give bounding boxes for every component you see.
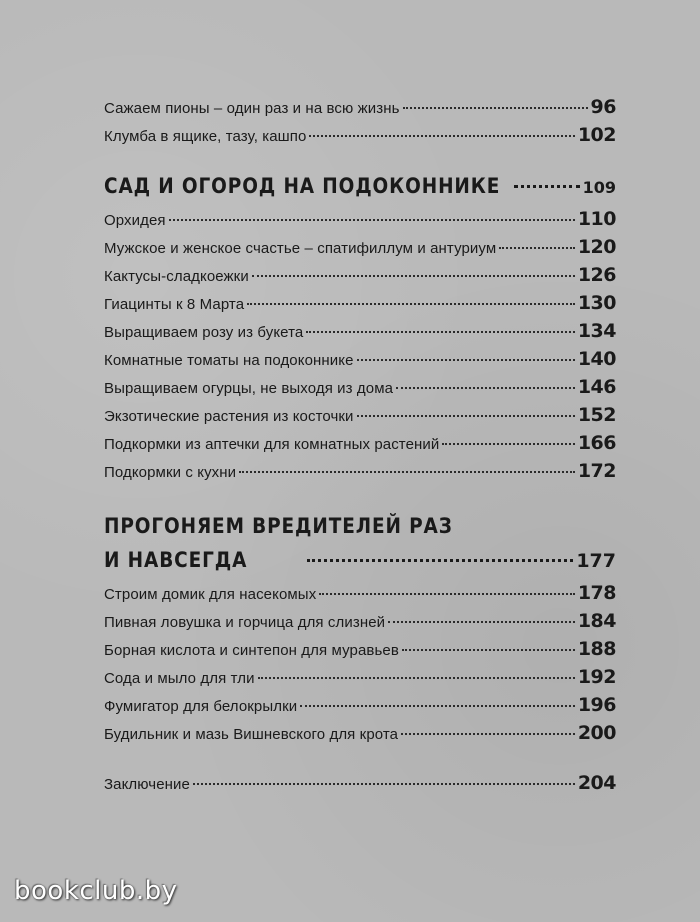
- entry-title: Мужское и женское счастье – спатифиллум и антуриум: [104, 240, 497, 257]
- toc-entry: [104, 376, 616, 404]
- entry-title: Кактусы-сладкоежки: [104, 268, 249, 285]
- entry-page-number: 200: [577, 722, 616, 744]
- entry-title: Борная кислота и синтепон для муравьев: [104, 642, 399, 659]
- toc-entry: [104, 694, 616, 722]
- toc-entry: [104, 666, 616, 694]
- entry-page-number: 126: [577, 264, 616, 286]
- leader-dots: [388, 620, 575, 623]
- toc-entry: [104, 96, 616, 124]
- entry-title: Клумба в ящике, тазу, кашпо: [104, 128, 307, 145]
- toc-entry: [104, 404, 616, 432]
- toc-entry: [104, 236, 616, 264]
- leader-dots: [403, 106, 588, 109]
- entry-title: Орхидея: [104, 212, 166, 229]
- entry-title: Комнатные томаты на подоконнике: [104, 352, 354, 369]
- entry-title: Пивная ловушка и горчица для слизней: [104, 614, 386, 631]
- leader-dots: [252, 274, 575, 277]
- leader-dots: [319, 592, 575, 595]
- entry-title: Фумигатор для белокрылки: [104, 698, 298, 715]
- leader-dots: [300, 704, 575, 707]
- toc-group-1: [104, 96, 616, 152]
- entry-page-number: 146: [577, 376, 616, 398]
- leader-dots: [442, 442, 574, 445]
- toc-entry: [104, 610, 616, 638]
- entry-page-number: 102: [577, 124, 616, 146]
- section-title-line1: ПРОГОНЯЕМ ВРЕДИТЕЛЕЙ РАЗ: [104, 514, 453, 538]
- entry-title: Гиацинты к 8 Марта: [104, 296, 245, 313]
- entry-page-number: 172: [577, 460, 616, 482]
- section-heading-pests-line1: [104, 514, 616, 548]
- entry-title: Заключение: [104, 776, 190, 793]
- entry-page-number: 130: [577, 292, 616, 314]
- toc-entry: [104, 638, 616, 666]
- table-of-contents: [104, 96, 616, 800]
- leader-dots: [307, 558, 574, 562]
- entry-page-number: 188: [577, 638, 616, 660]
- entry-page-number: 110: [577, 208, 616, 230]
- entry-title: Строим домик для насекомых: [104, 586, 317, 603]
- toc-entry: [104, 582, 616, 610]
- toc-entry: [104, 320, 616, 348]
- entry-page-number: 184: [577, 610, 616, 632]
- entry-title: Экзотические растения из косточки: [104, 408, 354, 425]
- leader-dots: [193, 782, 575, 785]
- entry-page-number: 140: [577, 348, 616, 370]
- entry-page-number: 134: [577, 320, 616, 342]
- entry-title: Сажаем пионы – один раз и на всю жизнь: [104, 100, 400, 117]
- entry-title: Подкормки с кухни: [104, 464, 237, 481]
- toc-entry: [104, 722, 616, 750]
- toc-group-2: [104, 208, 616, 488]
- section-page-number: 109: [582, 178, 616, 197]
- toc-entry: [104, 460, 616, 488]
- leader-dots: [306, 330, 574, 333]
- toc-group-3: [104, 582, 616, 750]
- watermark: bookclub.by: [14, 876, 178, 906]
- toc-entry: [104, 264, 616, 292]
- toc-entry: [104, 348, 616, 376]
- entry-title: Подкормки из аптечки для комнатных растений: [104, 436, 440, 453]
- leader-dots: [169, 218, 575, 221]
- entry-page-number: 178: [577, 582, 616, 604]
- leader-dots: [402, 648, 575, 651]
- section-heading-windowsill: [104, 174, 616, 208]
- entry-page-number: 152: [577, 404, 616, 426]
- leader-dots: [239, 470, 575, 473]
- entry-title: Будильник и мазь Вишневского для крота: [104, 726, 399, 743]
- leader-dots: [514, 184, 579, 188]
- toc-entry: [104, 292, 616, 320]
- entry-page-number: 120: [577, 236, 616, 258]
- entry-page-number: 96: [590, 96, 616, 118]
- toc-entry: [104, 208, 616, 236]
- section-heading-pests-line2: [104, 548, 616, 582]
- section-page-number: 177: [576, 550, 616, 572]
- entry-page-number: 204: [577, 772, 616, 794]
- entry-page-number: 192: [577, 666, 616, 688]
- entry-title: Выращиваем огурцы, не выходя из дома: [104, 380, 394, 397]
- leader-dots: [258, 676, 575, 679]
- toc-entry-conclusion: [104, 772, 616, 800]
- leader-dots: [401, 732, 575, 735]
- toc-entry: [104, 124, 616, 152]
- toc-entry: [104, 432, 616, 460]
- entry-title: Сода и мыло для тли: [104, 670, 255, 687]
- entry-page-number: 166: [577, 432, 616, 454]
- leader-dots: [396, 386, 575, 389]
- section-title-line2: И НАВСЕГДА: [104, 548, 248, 572]
- entry-title: Выращиваем розу из букета: [104, 324, 304, 341]
- section-title: САД И ОГОРОД НА ПОДОКОННИКЕ: [104, 174, 501, 198]
- leader-dots: [499, 246, 575, 249]
- entry-page-number: 196: [577, 694, 616, 716]
- leader-dots: [357, 414, 575, 417]
- leader-dots: [357, 358, 575, 361]
- leader-dots: [309, 134, 574, 137]
- leader-dots: [247, 302, 575, 305]
